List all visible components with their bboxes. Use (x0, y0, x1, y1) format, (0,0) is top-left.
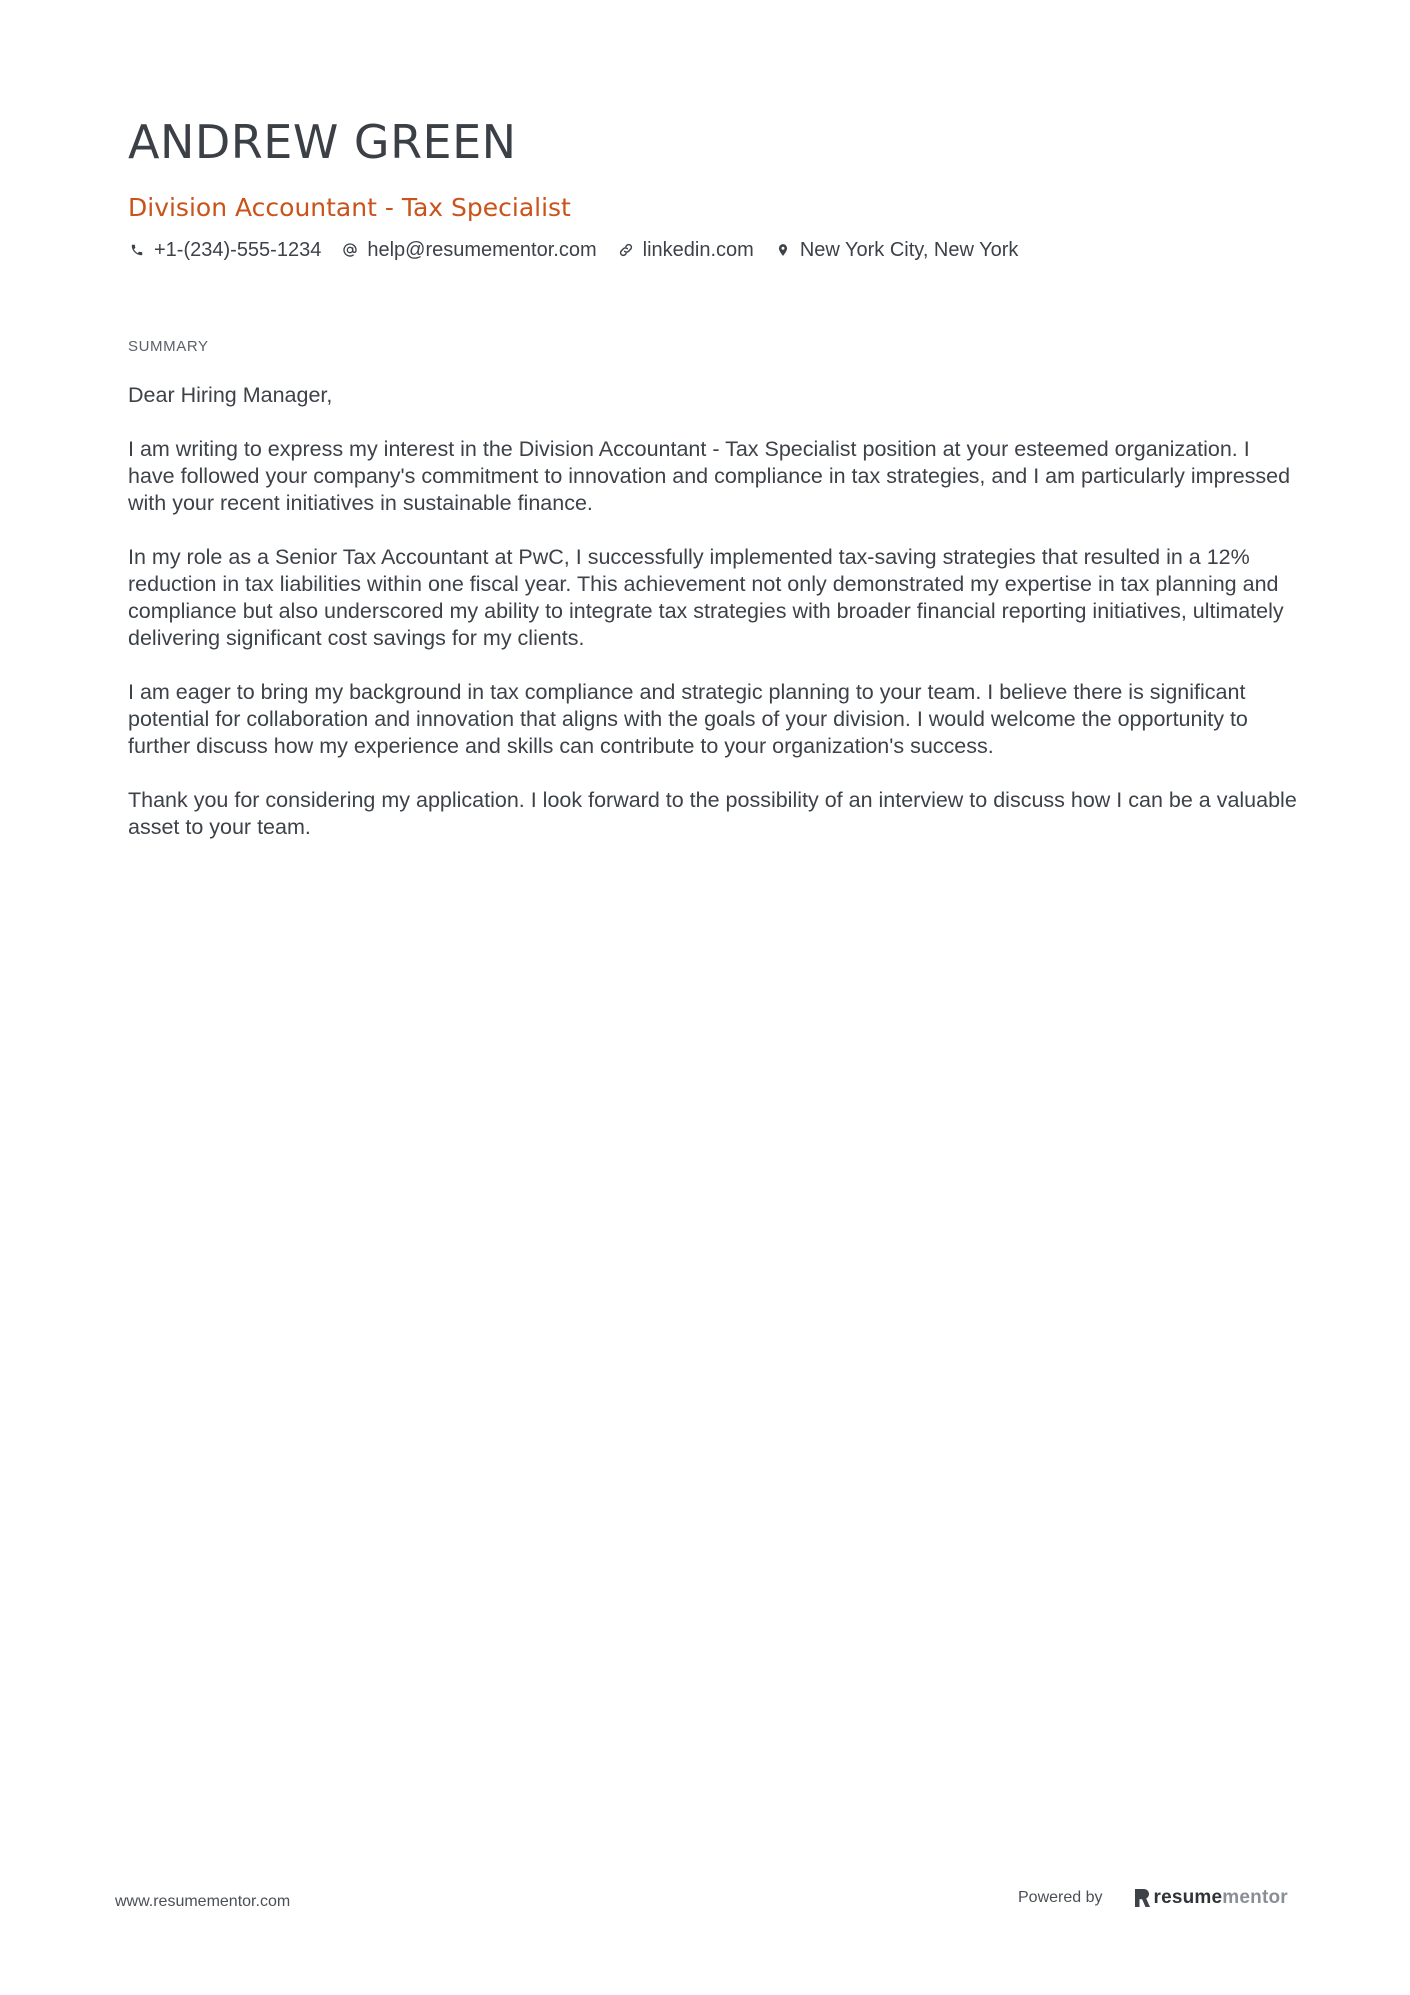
job-title: Division Accountant - Tax Specialist (128, 193, 571, 222)
contact-linkedin[interactable] (617, 236, 754, 264)
contact-email[interactable] (341, 236, 596, 264)
footer-branding (1018, 1887, 1288, 1909)
brand-logo[interactable] (1133, 1887, 1288, 1909)
contact-location-text: New York City, New York (799, 239, 1019, 261)
section-heading-summary: SUMMARY (128, 338, 209, 355)
contact-linkedin-text[interactable]: linkedin.com (642, 239, 754, 261)
letter-greeting: Dear Hiring Manager, (128, 383, 333, 407)
letter-paragraph: I am eager to bring my background in tax compliance and strategic planning to your team. I believe there is significant potential for collaboration and innovation that aligns with the goals of your division. I would welcome the opportunity to further discuss how my experience and skills can contribute to your organization's success. (128, 680, 1248, 758)
candidate-name: ANDREW GREEN (128, 115, 517, 169)
contact-location (774, 236, 1019, 264)
letter-paragraph: Thank you for considering my application. I look forward to the possibility of an interview to discuss how I can be a valuable asset to your team. (128, 788, 1297, 839)
at-icon (341, 241, 359, 259)
contact-bar (128, 236, 1288, 264)
location-pin-icon (774, 241, 792, 259)
powered-by-label: Powered by (1018, 1889, 1103, 1906)
letter-paragraph: In my role as a Senior Tax Accountant at PwC, I successfully implemented tax-saving strategies that resulted in a 12% reduction in tax liabilities within one fiscal year. This achievement not only demonstrated my expertise in tax planning and compliance but also underscored my ability to integrate tax strategies with broader financial reporting initiatives, ultimately delivering significant cost savings for my clients. (128, 545, 1284, 650)
brand-name-light: mentor (1222, 1887, 1288, 1908)
contact-phone-text: +1-(234)-555-1234 (154, 239, 322, 261)
brand-name-bold: resume (1153, 1887, 1223, 1908)
phone-icon (128, 241, 146, 259)
link-icon (617, 241, 635, 259)
header (128, 112, 1288, 264)
letter-paragraph: I am writing to express my interest in the Division Accountant - Tax Specialist position at your esteemed organization. I have followed your company's commitment to innovation and compliance in tax strategies, and I am particularly impressed with your recent initiatives in sustainable finance. (128, 437, 1291, 515)
brand-mark-icon (1133, 1887, 1151, 1909)
contact-phone (128, 236, 321, 264)
contact-email-text[interactable]: help@resumementor.com (367, 239, 597, 261)
letter-body (128, 382, 1298, 868)
footer-website-link[interactable]: www.resumementor.com (115, 1893, 291, 1910)
